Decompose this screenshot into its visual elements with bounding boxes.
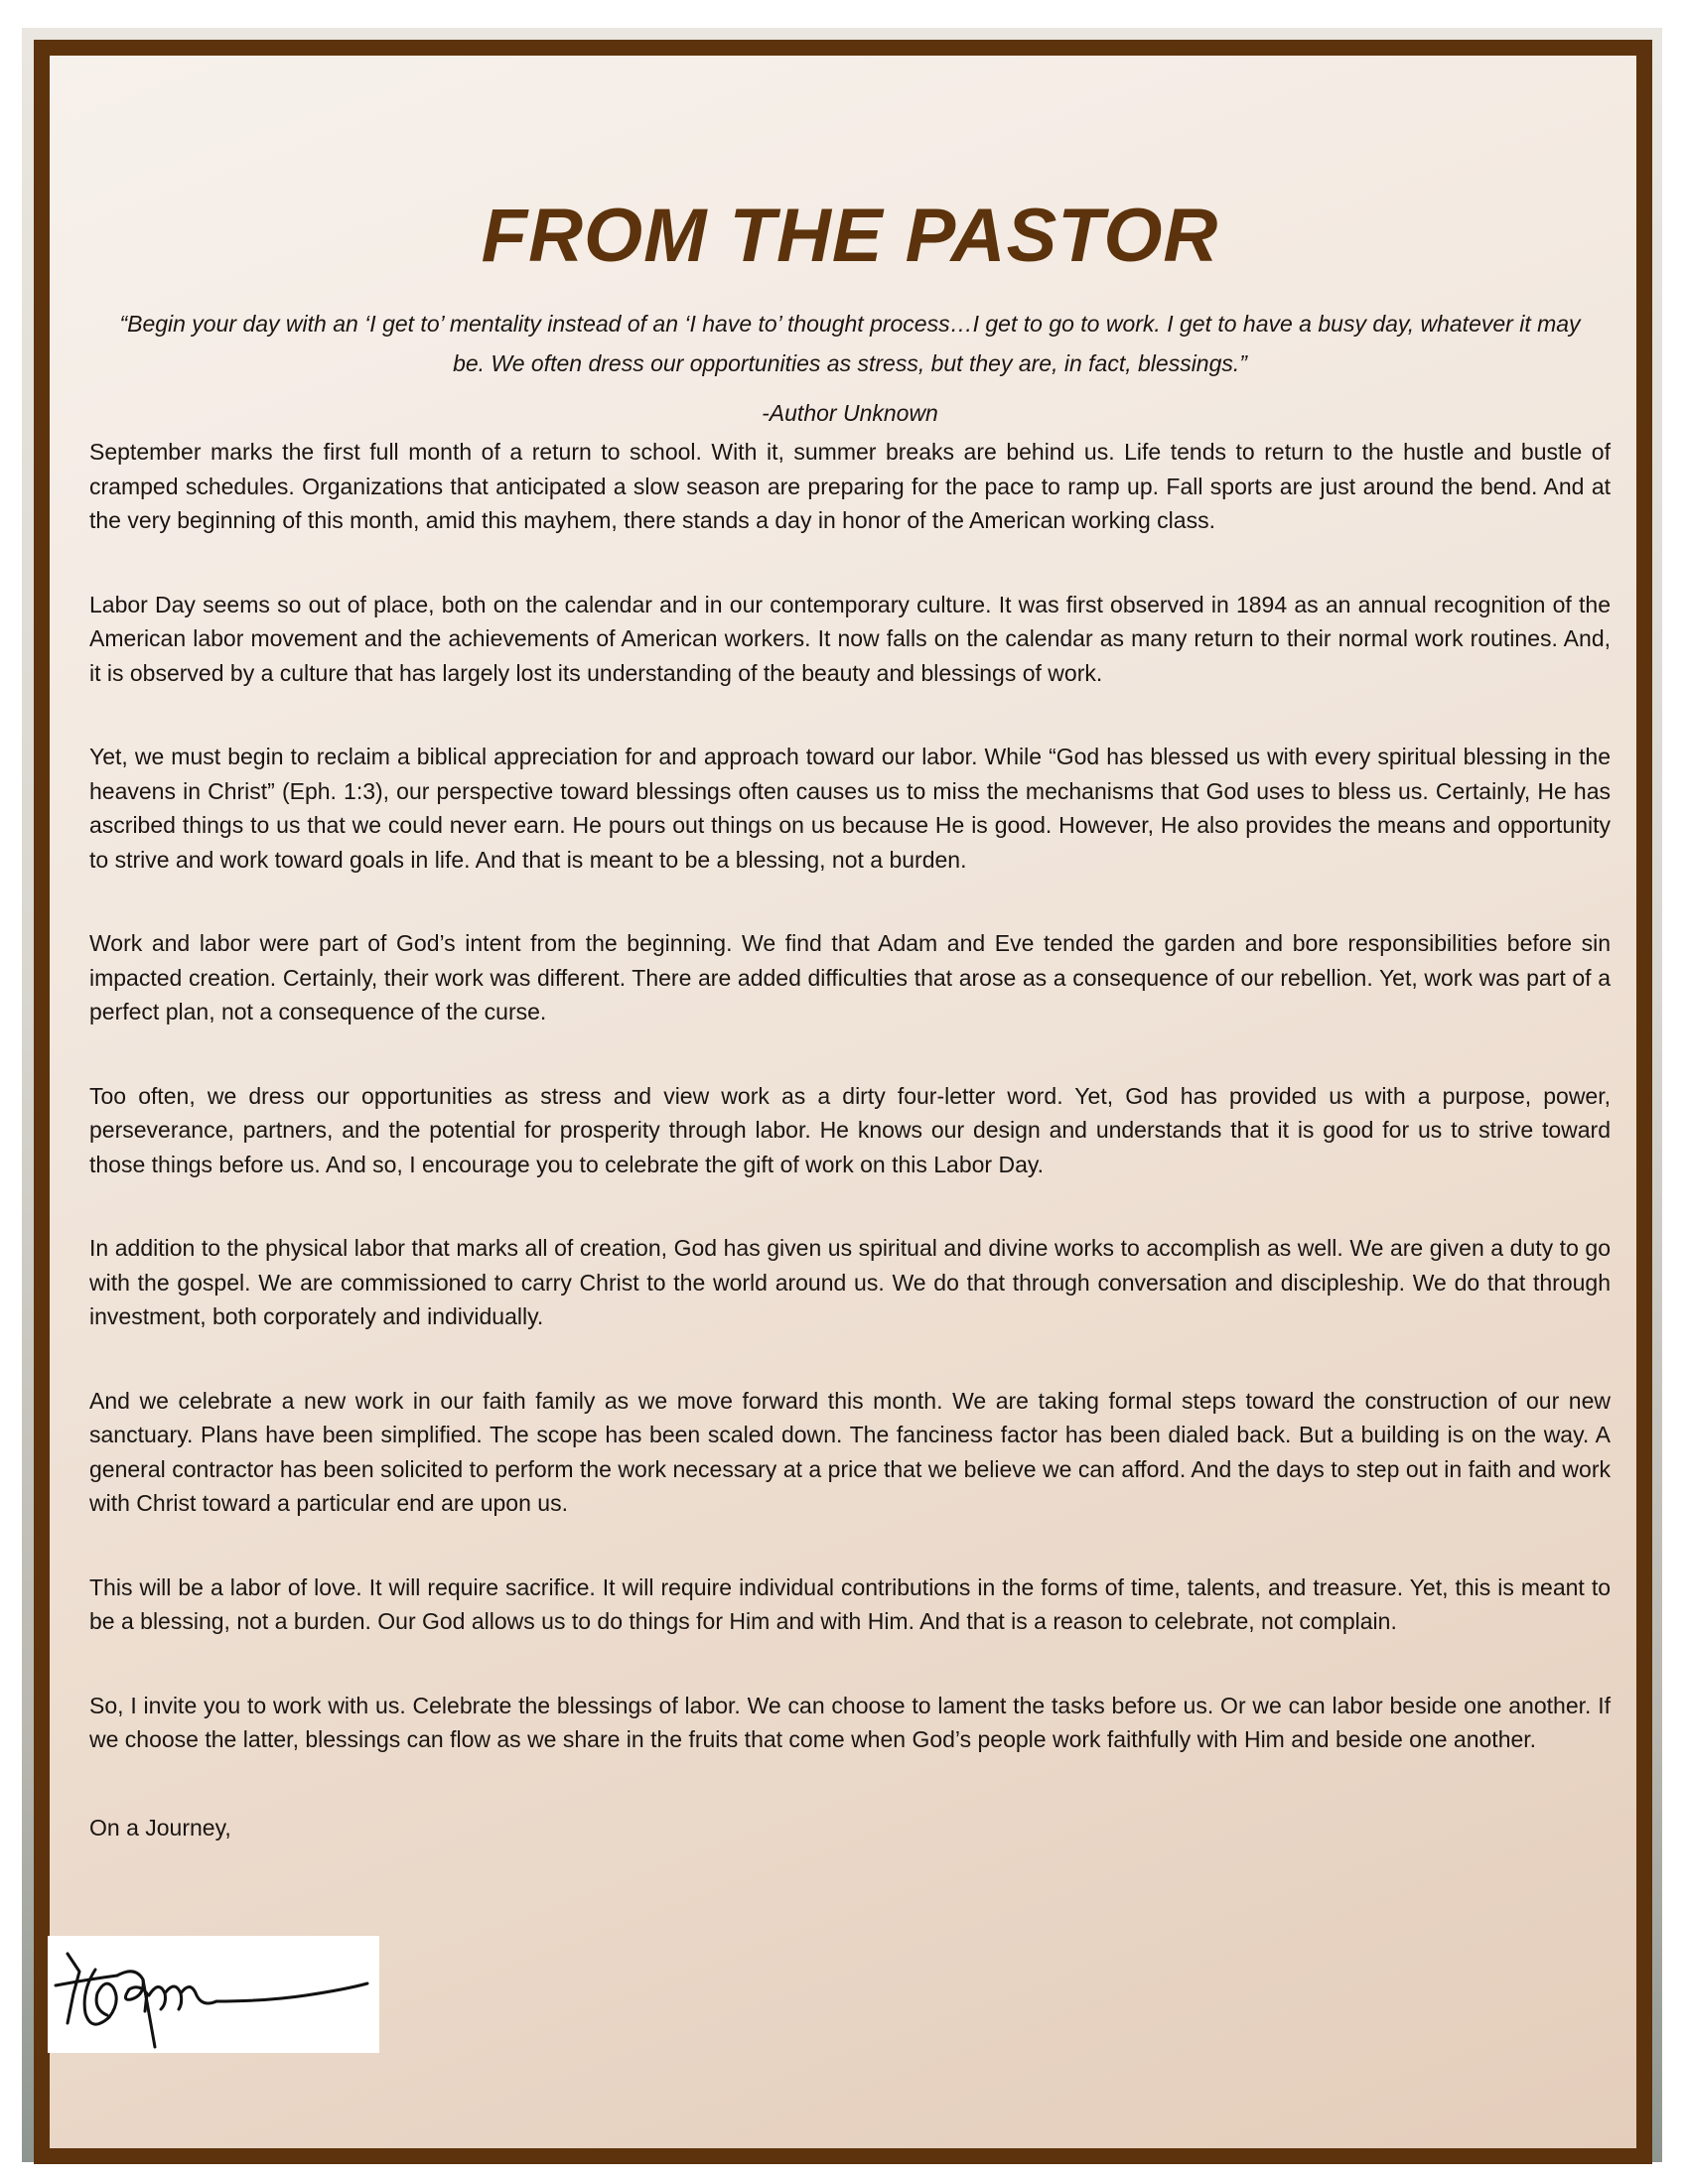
body-paragraph: So, I invite you to work with us. Celebrate the blessings of labor. We can choose to lament the tasks before us. Or we can labor beside one another. If we choose the latter, blessings can flow as we share in the fruits that come when God’s people work faithfully with Him and beside one another. xyxy=(89,1692,1611,1752)
article xyxy=(89,56,1611,1844)
body-paragraph: Too often, we dress our opportunities as stress and view work as a dirty four-letter word. Yet, God has provided us with a purpose, power, perseverance, partners, and the potential for prosperity through labor. He knows our design and understands that it is good for us to strive toward those things before us. And so, I encourage you to celebrate the gift of work on this Labor Day. xyxy=(89,1082,1611,1177)
signature-scribble xyxy=(48,1936,379,2053)
body-paragraph: Work and labor were part of God’s intent from the beginning. We find that Adam and Eve tended the garden and bore responsibilities before sin impacted creation. Certainly, their work was different. There are added difficulties that arose as a consequence of our rebellion. Yet, work was part of a perfect plan, not a consequence of the curse. xyxy=(89,930,1611,1024)
body-paragraph: Labor Day seems so out of place, both on the calendar and in our contemporary culture. It was first observed in 1894 as an annual recognition of the American labor movement and the achievements of American workers. It now falls on the calendar as many return to their normal work routines. And, it is observed by a culture that has largely lost its understanding of the beauty and blessings of work. xyxy=(89,591,1611,686)
closing-line: On a Journey, xyxy=(89,1814,231,1841)
body-paragraph: This will be a labor of love. It will require sacrifice. It will require individual contributions in the forms of time, talents, and treasure. Yet, this is meant to be a blessing, not a burden. Our God allows us to do things for Him and with Him. And that is a reason to celebrate, not complain. xyxy=(89,1573,1611,1634)
body-paragraph: Yet, we must begin to reclaim a biblical appreciation for and approach toward our labor. While “God has blessed us with every spiritual blessing in the heavens in Christ” (Eph. 1:3), our perspective toward blessings often causes us to miss the mechanisms that God uses to bless us. Certainly, He has ascribed things to us that we could never earn. He pours out things on us because He is good. However, He also provides the means and opportunity to strive and work toward goals in life. And that is meant to be a blessing, not a burden. xyxy=(89,744,1611,873)
pastor-signature xyxy=(48,1936,379,2053)
epigraph-quote: “Begin your day with an ‘I get to’ mentality instead of an ‘I have to’ thought process…I get to go to work. I get to have a busy day, whatever it may be. We often dress our opportunities as stress, but they are, in fact, blessings.” xyxy=(119,311,1581,376)
epigraph-attribution: -Author Unknown xyxy=(762,400,938,426)
body-paragraph: September marks the first full month of a return to school. With it, summer breaks are behind us. Life tends to return to the hustle and bustle of cramped schedules. Organizations that anticipated a slow season are preparing for the pace to ramp up. Fall sports are just around the bend. And at the very beginning of this month, amid this mayhem, there stands a day in honor of the American working class. xyxy=(89,439,1611,533)
body-paragraph: In addition to the physical labor that marks all of creation, God has given us spiritual and divine works to accomplish as well. We are given a duty to go with the gospel. We are commissioned to carry Christ to the world around us. We do that through conversation and discipleship. We do that through investment, both corporately and individually. xyxy=(89,1235,1611,1329)
body-paragraph: And we celebrate a new work in our faith family as we move forward this month. We are taking formal steps toward the construction of our new sanctuary. Plans have been simplified. The scope has been scaled down. The fanciness factor has been dialed back. But a building is on the way. A general contractor has been solicited to perform the work necessary at a price that we believe we can afford. And the days to step out in faith and work with Christ toward a particular end are upon us. xyxy=(89,1387,1611,1516)
page-title: FROM THE PASTOR xyxy=(481,194,1219,278)
newsletter-page xyxy=(34,40,1652,2164)
